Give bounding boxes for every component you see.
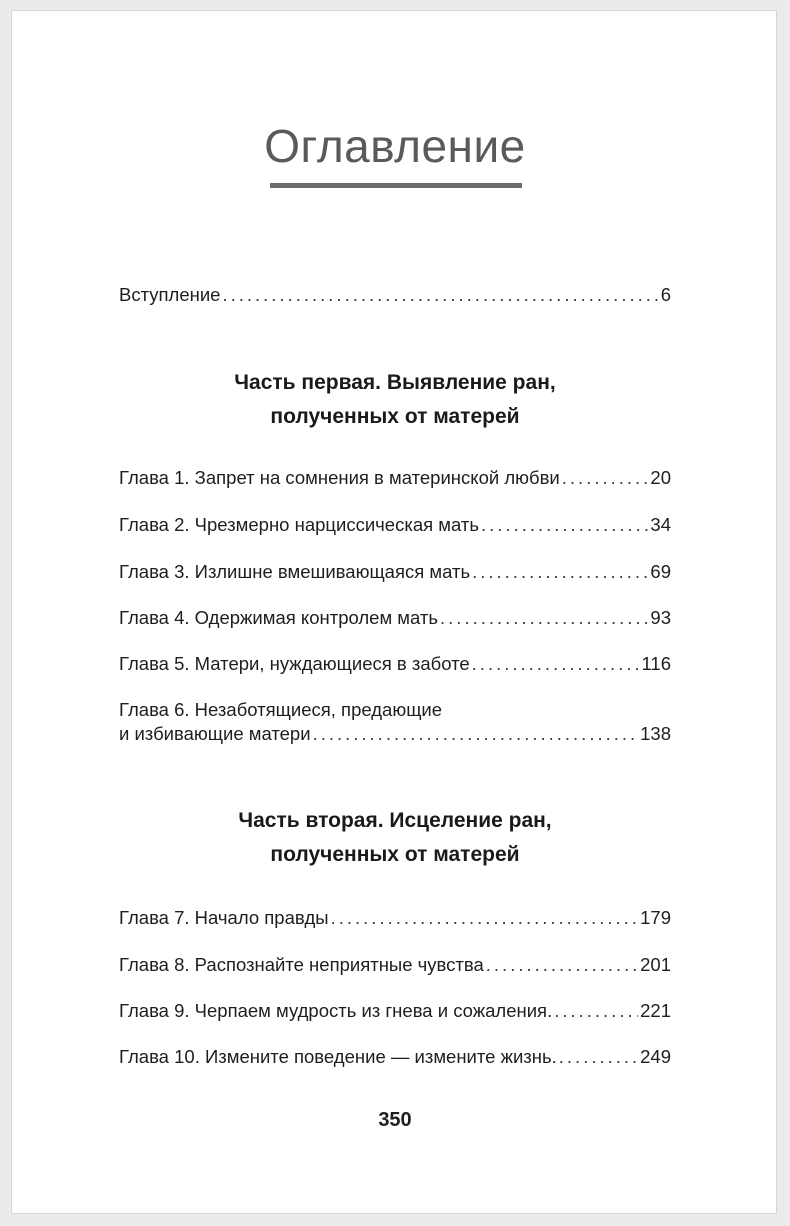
toc-entry-chapter-10 xyxy=(119,1045,671,1069)
dot-leader xyxy=(554,999,638,1023)
dot-leader xyxy=(481,513,648,537)
toc-entry-label: Глава 1. Запрет на сомнения в материнской любви xyxy=(119,467,560,488)
toc-entry-page: 6 xyxy=(660,284,671,305)
toc-entry-page: 179 xyxy=(640,907,671,928)
toc-entry-label: Глава 5. Матери, нуждающиеся в заботе xyxy=(119,653,470,674)
book-page xyxy=(11,10,777,1214)
toc-entry-chapter-9 xyxy=(119,999,671,1023)
dot-leader xyxy=(559,1045,638,1069)
toc-entry-label: Глава 10. Измените поведение — измените жизнь. xyxy=(119,1046,557,1067)
toc-entry-chapter-2 xyxy=(119,513,671,537)
part-heading-line: полученных от матерей xyxy=(270,405,520,428)
toc-entry-label: Глава 3. Излишне вмешивающаяся мать xyxy=(119,561,471,582)
toc-entry-label: Глава 7. Начало правды xyxy=(119,907,329,928)
toc-entry-label: Глава 6. Незаботящиеся, предающие xyxy=(119,699,443,720)
title-underline xyxy=(270,183,522,188)
dot-leader xyxy=(440,606,648,630)
dot-leader xyxy=(222,283,658,307)
part-heading-line: полученных от матерей xyxy=(270,843,520,866)
toc-entry-page: 201 xyxy=(640,954,671,975)
toc-entry-intro xyxy=(119,283,671,307)
toc-entry-chapter-7 xyxy=(119,906,671,930)
toc-entry-chapter-4 xyxy=(119,606,671,630)
toc-entry-page: 116 xyxy=(641,653,671,674)
dot-leader xyxy=(562,466,649,490)
toc-entry-page: 249 xyxy=(640,1046,671,1067)
page-number: 350 xyxy=(378,1109,412,1131)
toc-entry-chapter-6 xyxy=(119,698,671,746)
toc-entry-label-continued: и избивающие матери xyxy=(119,723,311,744)
toc-entry-page: 69 xyxy=(650,561,671,582)
page-title: Оглавление xyxy=(264,120,526,172)
toc-entry-page: 138 xyxy=(640,723,671,744)
toc-entry-label: Глава 4. Одержимая контролем мать xyxy=(119,607,439,628)
dot-leader xyxy=(472,652,640,676)
toc-entry-page: 221 xyxy=(640,1000,671,1021)
dot-leader xyxy=(486,953,638,977)
toc-entry-chapter-3 xyxy=(119,560,671,584)
toc-entry-label: Глава 2. Чрезмерно нарциссическая мать xyxy=(119,514,480,535)
part-heading-line: Часть вторая. Исцеление ран, xyxy=(238,809,552,832)
toc-entry-label: Глава 9. Черпаем мудрость из гнева и сожаления. xyxy=(119,1000,553,1021)
part-heading-2 xyxy=(12,804,778,872)
part-heading-1 xyxy=(12,366,778,434)
toc-entry-page: 20 xyxy=(650,467,671,488)
dot-leader xyxy=(472,560,648,584)
toc-entry-label: Глава 8. Распознайте неприятные чувства xyxy=(119,954,484,975)
part-heading-line: Часть первая. Выявление ран, xyxy=(234,371,556,394)
dot-leader xyxy=(331,906,639,930)
toc-entry-chapter-5 xyxy=(119,652,671,676)
toc-entry-chapter-1 xyxy=(119,466,671,490)
dot-leader xyxy=(313,722,639,746)
toc-entry-page: 34 xyxy=(650,514,671,535)
toc-entry-label: Вступление xyxy=(119,284,221,305)
toc-entry-page: 93 xyxy=(650,607,671,628)
toc-entry-chapter-8 xyxy=(119,953,671,977)
